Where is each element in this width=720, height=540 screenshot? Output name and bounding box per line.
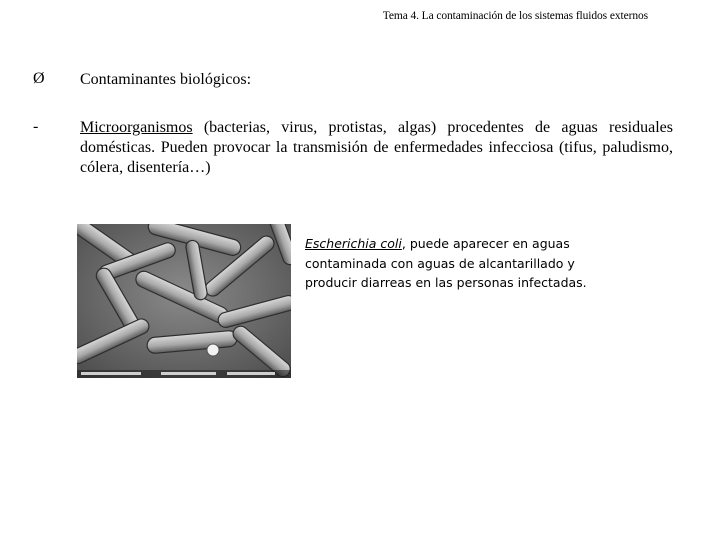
bullet-heading: Contaminantes biológicos:: [80, 71, 252, 88]
microorganisms-description: (bacterias, virus, protistas, algas) procedentes de aguas residuales domésticas. Pueden provocar la transmisión de enfermedades infecciosa (tifus, paludismo, cólera, disentería…): [80, 119, 673, 176]
caption-text: , puede aparecer en aguas contaminada con aguas de alcantarillado y producir diarreas en las personas infectadas.: [305, 236, 587, 290]
bullet-biological-contaminants: [33, 70, 673, 90]
arrow-bullet-icon: Ø: [33, 70, 45, 87]
bullet-paragraph: [80, 118, 673, 178]
micrograph-caption: [305, 234, 605, 293]
microorganisms-term: Microorganismos: [80, 119, 193, 136]
dash-bullet-icon: -: [33, 118, 39, 135]
bullet-microorganisms: [33, 118, 673, 178]
slide-header: Tema 4. La contaminación de los sistemas fluidos externos: [382, 10, 648, 22]
e-coli-micrograph: [77, 224, 291, 378]
species-name: Escherichia coli: [305, 236, 402, 251]
